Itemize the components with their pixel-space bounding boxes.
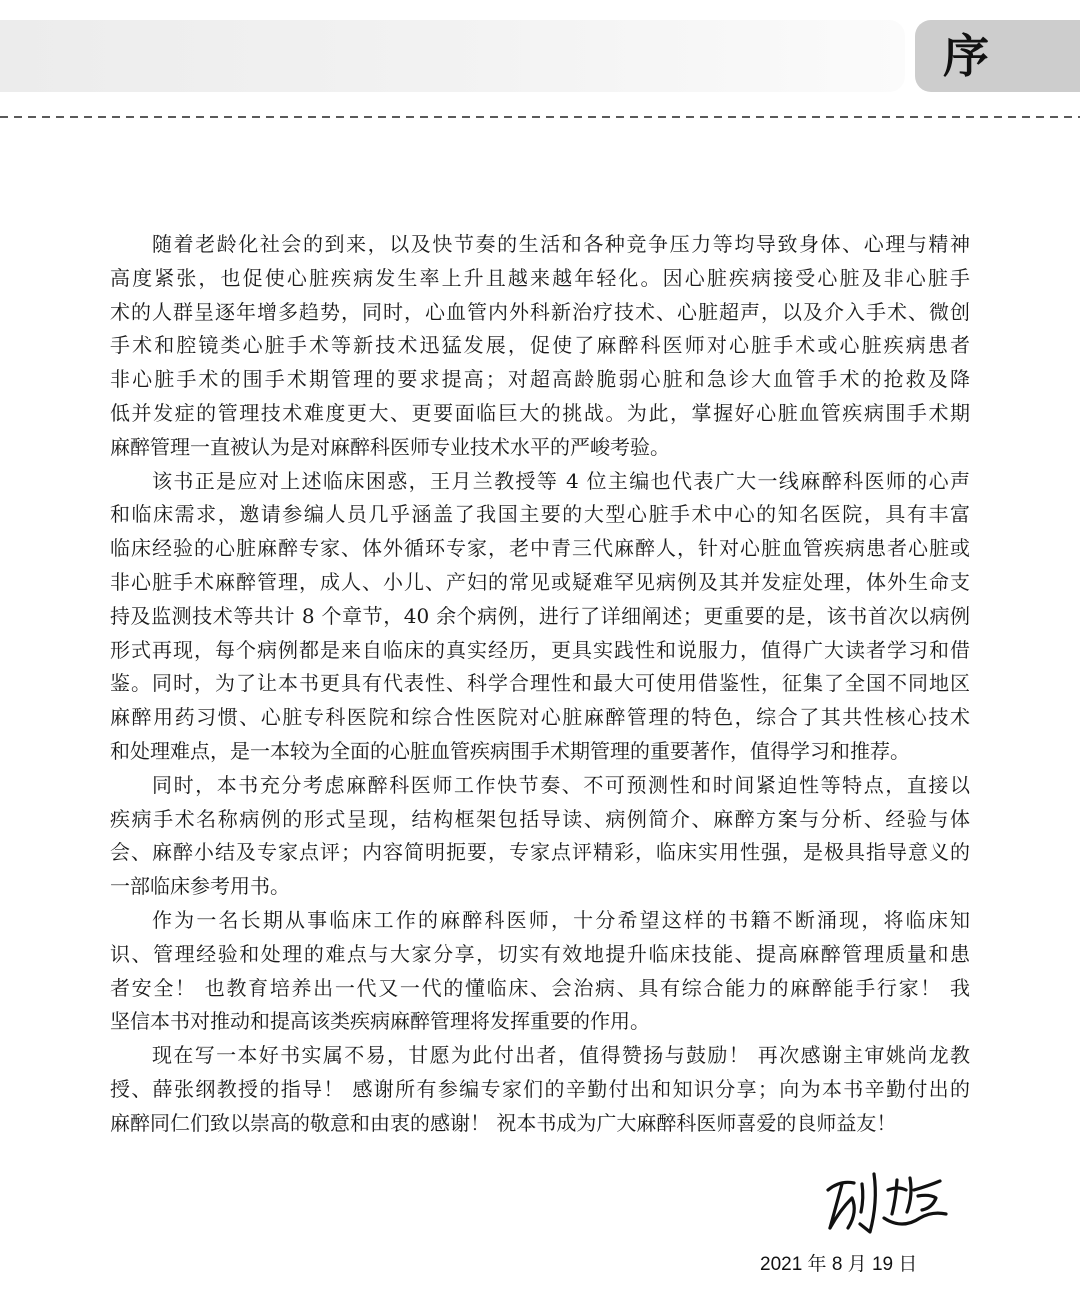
text-line: 持及监测技术等共计 8 个章节，40 余个病例，进行了详细阐述；更重要的是，该书首次以病例 — [110, 603, 970, 628]
preface-body — [110, 228, 970, 1141]
text-line: 现在写一本好书实属不易，甘愿为此付出者，值得赞扬与鼓励！ 再次感谢主审姚尚龙教 — [152, 1043, 970, 1068]
text-line: 授、薛张纲教授的指导！ 感谢所有参编专家们的辛勤付出和知识分享；向为本书辛勤付出的 — [110, 1076, 970, 1101]
text-line: 高度紧张，也促使心脏疾病发生率上升且越来越年轻化。因心脏疾病接受心脏及非心脏手 — [110, 265, 970, 290]
text-line: 识、管理经验和处理的难点与大家分享，切实有效地提升临床技能、提高麻醉管理质量和患 — [110, 941, 970, 966]
text-line: 作为一名长期从事临床工作的麻醉科医师，十分希望这样的书籍不断涌现，将临床知 — [152, 907, 970, 932]
text-line: 手术和腔镜类心脏手术等新技术迅猛发展，促使了麻醉科医师对心脏手术或心脏疾病患者 — [110, 333, 970, 358]
text-line: 麻醉用药习惯、心脏专科医院和综合性医院对心脏麻醉管理的特色，综合了其共性核心技术 — [110, 705, 970, 730]
text-line: 低并发症的管理技术难度更大、更要面临巨大的挑战。为此，掌握好心脏血管疾病围手术期 — [110, 400, 970, 425]
text-line: 会、麻醉小结及专家点评；内容简明扼要，专家点评精彩，临床实用性强，是极具指导意义的 — [110, 840, 970, 865]
text-line: 术的人群呈逐年增多趋势，同时，心血管内外科新治疗技术、心脏超声，以及介入手术、微创 — [110, 299, 970, 324]
paragraph — [110, 228, 970, 465]
text-line: 者安全！ 也教育培养出一代又一代的懂临床、会治病、具有综合能力的麻醉能手行家！ 我 — [110, 975, 970, 1000]
text-line: 坚信本书对推动和提高该类疾病麻醉管理将发挥重要的作用。 — [110, 1009, 650, 1034]
text-line: 麻醉同仁们致以崇高的敬意和由衷的感谢！ 祝本书成为广大麻醉科医师喜爱的良师益友！ — [110, 1110, 897, 1135]
text-line: 非心脏手术麻醉管理，成人、小儿、产妇的常见或疑难罕见病例及其并发症处理，体外生命支 — [110, 569, 970, 594]
paragraph — [110, 1039, 970, 1140]
paragraph — [110, 769, 970, 904]
page-title: 序 — [943, 29, 989, 83]
text-line: 该书正是应对上述临床困惑，王月兰教授等 4 位主编也代表广大一线麻醉科医师的心声 — [152, 468, 970, 493]
text-line: 随着老龄化社会的到来，以及快节奏的生活和各种竞争压力等均导致身体、心理与精神 — [152, 232, 970, 256]
text-line: 麻醉管理一直被认为是对麻醉科医师专业技术水平的严峻考验。 — [110, 434, 670, 459]
text-line: 和临床需求，邀请参编人员几乎涵盖了我国主要的大型心脏手术中心的知名医院，具有丰富 — [110, 502, 970, 527]
handwritten-signature — [818, 1168, 953, 1240]
text-line: 同时，本书充分考虑麻醉科医师工作快节奏、不可预测性和时间紧迫性等特点，直接以 — [152, 772, 970, 797]
text-line: 临床经验的心脏麻醉专家、体外循环专家，老中青三代麻醉人，针对心脏血管疾病患者心脏或 — [110, 536, 970, 561]
dashed-divider — [0, 116, 1080, 118]
header-bar — [0, 20, 905, 92]
text-line: 鉴。同时，为了让本书更具有代表性、科学合理性和最大可使用借鉴性，征集了全国不同地区 — [110, 671, 970, 696]
date-text: 2021 年 8 月 19 日 — [760, 1254, 918, 1275]
text-line: 形式再现，每个病例都是来自临床的真实经历，更具实践性和说服力，值得广大读者学习和借 — [110, 637, 970, 662]
paragraph — [110, 904, 970, 1039]
text-line: 疾病手术名称病例的形式呈现，结构框架包括导读、病例简介、麻醉方案与分析、经验与体 — [110, 806, 970, 831]
text-line: 一部临床参考用书。 — [110, 874, 290, 899]
paragraph — [110, 465, 970, 769]
text-line: 非心脏手术的围手术期管理的要求提高；对超高龄脆弱心脏和急诊大血管手术的抢救及降 — [110, 367, 970, 392]
text-line: 和处理难点，是一本较为全面的心脏血管疾病围手术期管理的重要著作，值得学习和推荐。 — [110, 738, 910, 763]
